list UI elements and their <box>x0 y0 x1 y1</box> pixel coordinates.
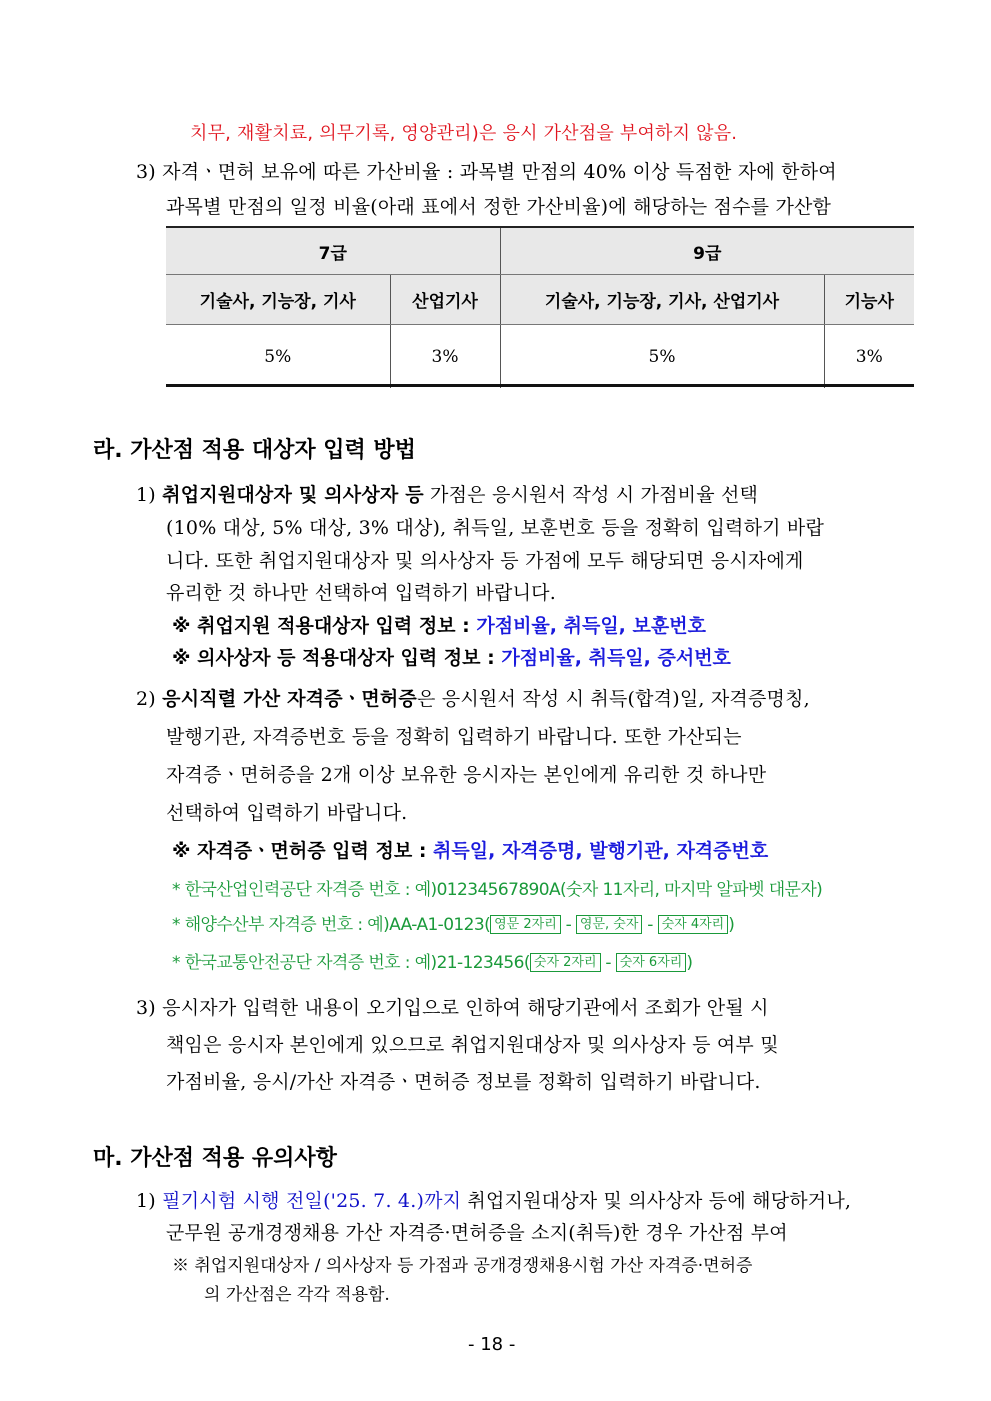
section-ra-title: 라. 가산점 적용 대상자 입력 방법 <box>93 438 416 463</box>
grade7-header: 7급 <box>166 228 500 275</box>
example-mof: * 해양수산부 자격증 번호 : 예)AA-A1-0123( 영문 2자리 - 영문, 숫자 - 숫자 4자리 ) <box>172 915 735 935</box>
ra-p2-bold: 응시직렬 가산 자격증ㆍ면허증 <box>162 688 417 710</box>
ma-p1-line2: 군무원 공개경쟁채용 가산 자격증·면허증을 소지(취득)한 경우 가산점 부여 <box>166 1222 788 1244</box>
table-cell: 3% <box>824 325 914 389</box>
ma-note-line2: 의 가산점은 각각 적용함. <box>204 1285 390 1305</box>
ra-p1-line3: 니다. 또한 취업지원대상자 및 의사상자 등 가점에 모두 해당되면 응시자에게 <box>166 550 804 572</box>
ra-note-righteous: ※ 의사상자 등 적용대상자 입력 정보 : 가점비율, 취득일, 증서번호 <box>172 647 731 669</box>
ma-note-line1: ※ 취업지원대상자 / 의사상자 등 가점과 공개경쟁채용시험 가산 자격증·면허증 <box>172 1256 753 1276</box>
ra-p2-rest: 은 응시원서 작성 시 취득(합격)일, 자격증명칭, <box>417 688 810 710</box>
ra-p2-line3: 자격증ㆍ면허증을 2개 이상 보유한 응시자는 본인에게 유리한 것 하나만 <box>166 764 767 786</box>
ra-p3-line3: 가점비율, 응시/가산 자격증ㆍ면허증 정보를 정확히 입력하기 바랍니다. <box>166 1071 761 1093</box>
format-box: 영문 2자리 <box>490 915 561 934</box>
ra-p1-line4: 유리한 것 하나만 선택하여 입력하기 바랍니다. <box>166 582 556 604</box>
ra-p3-line2: 책임은 응시자 본인에게 있으므로 취업지원대상자 및 의사상자 등 여부 및 <box>166 1034 779 1056</box>
table-header: 기술사, 기능장, 기사 <box>166 275 390 325</box>
ra-note-license: ※ 자격증ㆍ면허증 입력 정보 : 취득일, 자격증명, 발행기관, 자격증번호 <box>172 840 769 862</box>
ra-p1-bold: 취업지원대상자 및 의사상자 등 <box>162 484 424 506</box>
example-hrdkorea: * 한국산업인력공단 자격증 번호 : 예)01234567890A(숫자 11자리, 마지막 알파벳 대문자) <box>172 880 823 900</box>
ra-p2-line2: 발행기관, 자격증번호 등을 정확히 입력하기 바랍니다. 또한 가산되는 <box>166 726 742 748</box>
table-cell: 3% <box>390 325 500 389</box>
ra-note-license-value: 취득일, 자격증명, 발행기관, 자격증번호 <box>433 840 769 862</box>
item3-line1: 3) 자격ㆍ면허 보유에 따른 가산비율 : 과목별 만점의 40% 이상 득점한 자에 한하여 <box>136 161 837 183</box>
table-header: 산업기사 <box>390 275 500 325</box>
ra-p2-number: 2) <box>136 688 156 710</box>
example-kotsa: * 한국교통안전공단 자격증 번호 : 예)21-123456( 숫자 2자리 - 숫자 6자리 ) <box>172 953 693 973</box>
table-header: 기능사 <box>824 275 914 325</box>
page-number: - 18 - <box>468 1334 516 1355</box>
ra-p1-rest: 가점은 응시원서 작성 시 가점비율 선택 <box>423 484 759 506</box>
item3-line2: 과목별 만점의 일정 비율(아래 표에서 정한 가산비율)에 해당하는 점수를 가산함 <box>166 196 832 218</box>
grade9-header: 9급 <box>500 228 914 275</box>
ra-p1-line1 <box>136 480 758 507</box>
top-note: 치무, 재활치료, 의무기록, 영양관리)은 응시 가산점을 부여하지 않음. <box>190 123 738 144</box>
section-ma-title: 마. 가산점 적용 유의사항 <box>93 1146 337 1171</box>
ra-p2-line1 <box>136 684 810 711</box>
ra-note-veterans-value: 가점비율, 취득일, 보훈번호 <box>476 615 706 637</box>
ma-p1-deadline: 필기시험 시행 전일('25. 7. 4.)까지 <box>162 1190 462 1212</box>
bonus-ratio-table <box>166 228 914 388</box>
ra-p1-number: 1) <box>136 484 156 506</box>
table-cell: 5% <box>166 325 390 389</box>
format-box: 숫자 6자리 <box>616 953 687 972</box>
ra-note-veterans: ※ 취업지원 적용대상자 입력 정보 : 가점비율, 취득일, 보훈번호 <box>172 615 706 637</box>
ra-p1-line2: (10% 대상, 5% 대상, 3% 대상), 취득일, 보훈번호 등을 정확히 입력하기 바랍 <box>166 517 825 539</box>
ra-p3-line1: 3) 응시자가 입력한 내용이 오기입으로 인하여 해당기관에서 조회가 안될 시 <box>136 997 769 1019</box>
ma-p1-line1: 1) 필기시험 시행 전일('25. 7. 4.)까지 취업지원대상자 및 의사상자 등에 해당하거나, <box>136 1190 852 1212</box>
format-box: 숫자 2자리 <box>530 953 601 972</box>
table-cell: 5% <box>500 325 824 389</box>
ra-p3-number: 3) <box>136 997 156 1019</box>
format-box: 영문, 숫자 <box>576 915 643 934</box>
ra-note-righteous-value: 가점비율, 취득일, 증서번호 <box>501 647 731 669</box>
ra-p2-line4: 선택하여 입력하기 바랍니다. <box>166 802 408 824</box>
ma-p1-number: 1) <box>136 1190 156 1212</box>
table-header: 기술사, 기능장, 기사, 산업기사 <box>500 275 824 325</box>
format-box: 숫자 4자리 <box>658 915 729 934</box>
table-bottom-border <box>166 384 914 387</box>
